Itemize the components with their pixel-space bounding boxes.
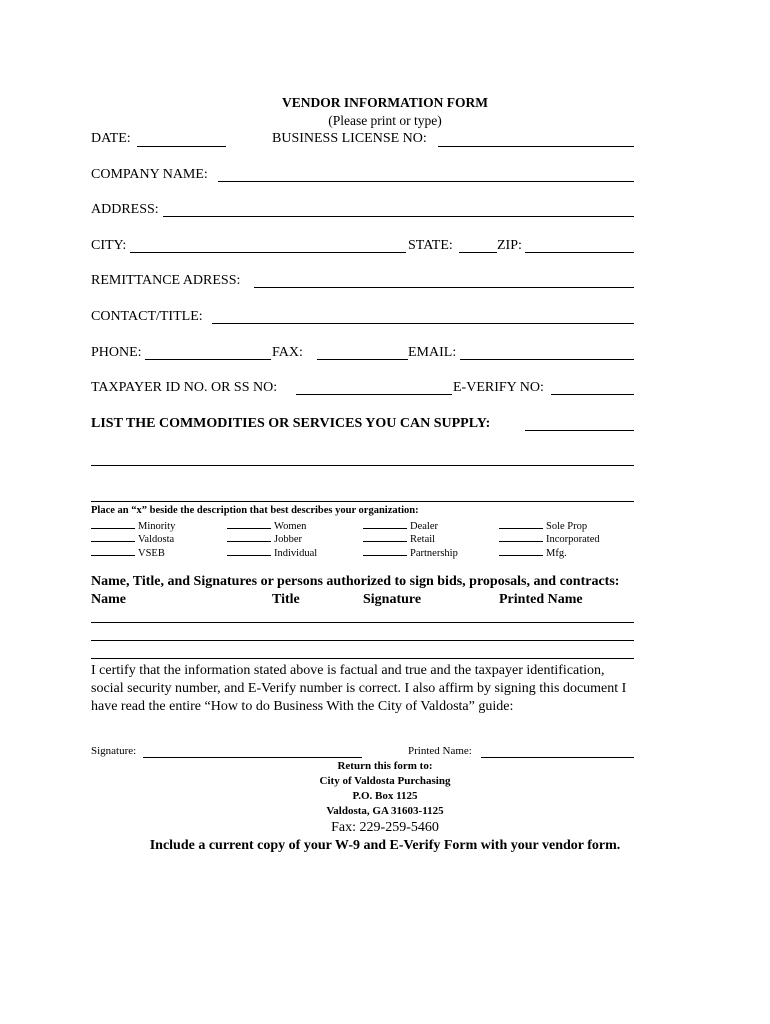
certify-line-2: social security number, and E-Verify number is correct. I also affirm by signing this document I [91, 681, 627, 696]
contact-label: CONTACT/TITLE: [91, 309, 203, 324]
remittance-field[interactable] [254, 287, 634, 288]
checkbox-jobber[interactable]: Jobber [227, 531, 302, 545]
printed-name-field[interactable] [481, 757, 634, 758]
taxpayer-label: TAXPAYER ID NO. OR SS NO: [91, 380, 278, 395]
certify-line-1: I certify that the information stated above is factual and true and the taxpayer identification, [91, 663, 605, 678]
signature-label: Signature: [91, 745, 137, 757]
date-label: DATE: [91, 131, 131, 146]
signer-line-3[interactable] [91, 658, 634, 659]
business-license-label: BUSINESS LICENSE NO: [272, 131, 427, 146]
zip-label: ZIP: [497, 238, 522, 253]
return-org: City of Valdosta Purchasing [319, 775, 451, 787]
signers-col-name: Name [91, 592, 126, 607]
checkbox-vseb[interactable]: VSEB [91, 545, 165, 559]
date-field[interactable] [137, 146, 226, 147]
signature-field[interactable] [143, 757, 362, 758]
return-fax: Fax: 229-259-5460 [331, 820, 439, 835]
form-subtitle: (Please print or type) [328, 113, 442, 128]
state-field[interactable] [459, 252, 497, 253]
state-label: STATE: [408, 238, 453, 253]
city-label: CITY: [91, 238, 127, 253]
address-label: ADDRESS: [91, 202, 159, 217]
zip-field[interactable] [525, 252, 634, 253]
return-box: P.O. Box 1125 [352, 790, 418, 802]
signers-col-signature: Signature [363, 592, 422, 607]
company-name-label: COMPANY NAME: [91, 167, 208, 182]
checkbox-partnership[interactable]: Partnership [363, 545, 458, 559]
commodities-field[interactable] [525, 430, 634, 431]
checkbox-dealer[interactable]: Dealer [363, 518, 438, 532]
commodities-line-2[interactable] [91, 465, 634, 466]
fax-field[interactable] [317, 359, 408, 360]
checkbox-valdosta[interactable]: Valdosta [91, 531, 174, 545]
signers-col-title: Title [272, 592, 300, 607]
contact-field[interactable] [212, 323, 634, 324]
checkbox-mfg[interactable]: Mfg. [499, 545, 567, 559]
checkbox-individual[interactable]: Individual [227, 545, 317, 559]
business-license-field[interactable] [438, 146, 634, 147]
checkbox-retail[interactable]: Retail [363, 531, 435, 545]
checkbox-sole-prop[interactable]: Sole Prop [499, 518, 587, 532]
phone-field[interactable] [145, 359, 271, 360]
form-title: VENDOR INFORMATION FORM [282, 95, 488, 110]
return-city: Valdosta, GA 31603-1125 [326, 805, 444, 817]
everify-field[interactable] [551, 394, 634, 395]
address-field[interactable] [163, 216, 634, 217]
everify-label: E-VERIFY NO: [453, 380, 544, 395]
commodities-label: LIST THE COMMODITIES OR SERVICES YOU CAN SUPPLY: [91, 416, 491, 431]
return-heading: Return this form to: [337, 760, 433, 772]
taxpayer-field[interactable] [296, 394, 452, 395]
commodities-line-3[interactable] [91, 501, 634, 502]
company-name-field[interactable] [218, 181, 634, 182]
checkbox-incorporated[interactable]: Incorporated [499, 531, 600, 545]
checkbox-women[interactable]: Women [227, 518, 306, 532]
signers-col-printed: Printed Name [499, 592, 583, 607]
email-label: EMAIL: [408, 345, 457, 360]
printed-name-label: Printed Name: [408, 745, 472, 757]
return-note: Include a current copy of your W-9 and E-Verify Form with your vendor form. [149, 838, 621, 853]
certify-line-3: have read the entire “How to do Business With the City of Valdosta” guide: [91, 699, 514, 714]
city-field[interactable] [130, 252, 406, 253]
remittance-label: REMITTANCE ADRESS: [91, 273, 241, 288]
signers-heading: Name, Title, and Signatures or persons authorized to sign bids, proposals, and contracts: [91, 574, 620, 589]
fax-label: FAX: [272, 345, 303, 360]
organization-instruction: Place an “x” beside the description that best describes your organization: [91, 505, 419, 516]
phone-label: PHONE: [91, 345, 142, 360]
signer-line-1[interactable] [91, 622, 634, 623]
signer-line-2[interactable] [91, 640, 634, 641]
checkbox-minority[interactable]: Minority [91, 518, 175, 532]
email-field[interactable] [460, 359, 634, 360]
